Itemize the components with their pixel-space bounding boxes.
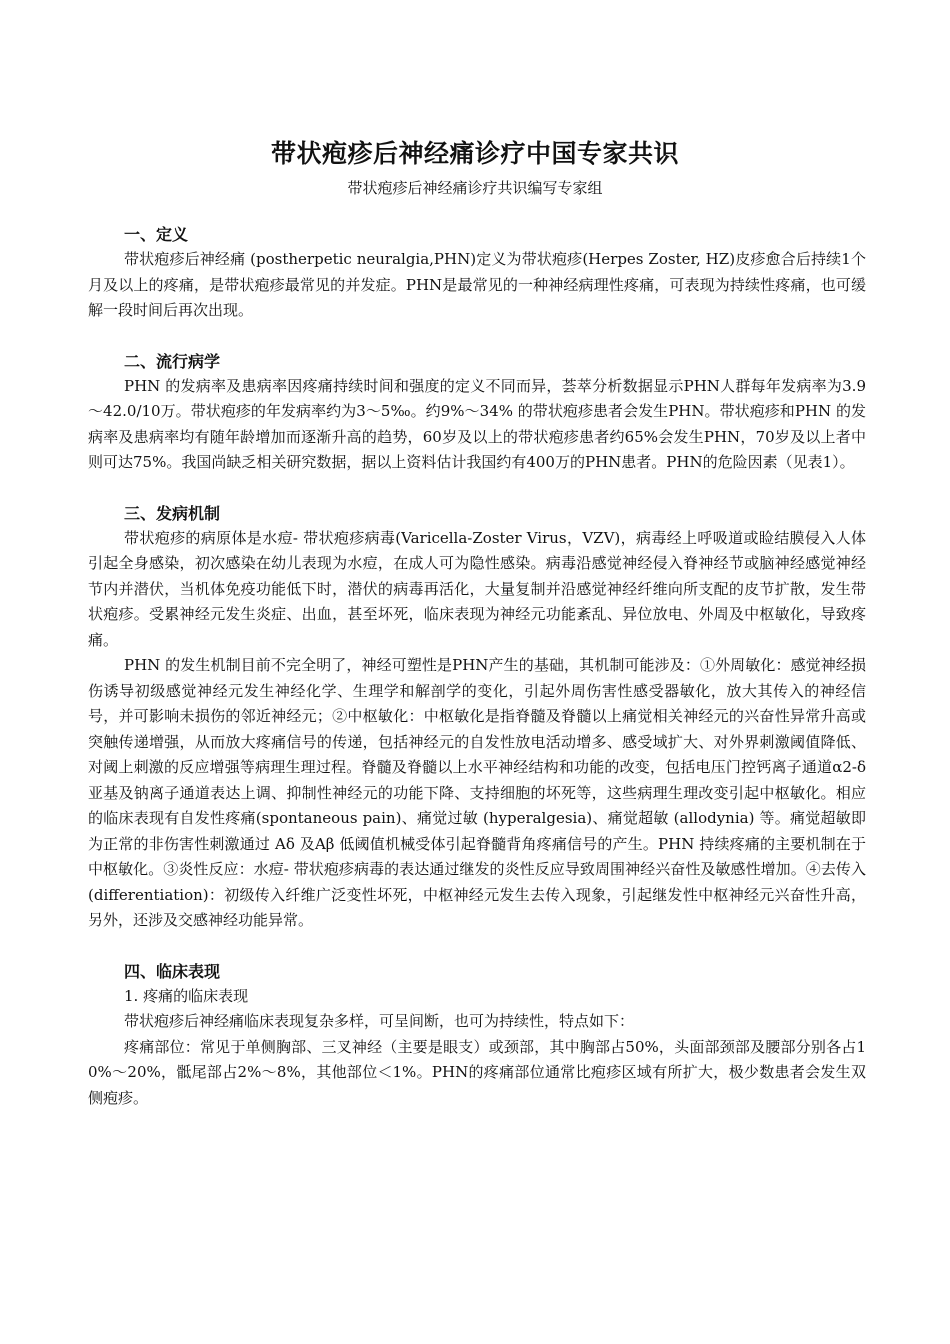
document-subtitle: 带状疱疹后神经痛诊疗共识编写专家组: [347, 179, 603, 197]
subsection-heading: 1. 疼痛的临床表现: [124, 986, 249, 1005]
paragraph: PHN 的发病率及患病率因疼痛持续时间和强度的定义不同而异，荟萃分析数据显示PHN人群每年发病率为3.9～42.0/10万。带状疱疹的年发病率约为3～5‰。约9%～34% 的带状疱疹患者会发生PHN。带状疱疹和PHN 的发病率及患病率均有随年龄增加而逐渐升高的趋势，60岁及以上的带状疱疹患者约65%会发生PHN，70岁及以上者中则可达75%。我国尚缺乏相关研究数据，据以上资料估计我国约有400万的PHN患者。PHN的危险因素（见表1）。: [88, 376, 866, 471]
section-pathogenesis: [88, 501, 866, 934]
section-heading: 一、定义: [124, 225, 189, 244]
document-title: 带状疱疹后神经痛诊疗中国专家共识: [270, 139, 679, 168]
section-heading: 二、流行病学: [124, 351, 221, 371]
section-definition: [88, 222, 866, 324]
paragraph: 带状疱疹后神经痛临床表现复杂多样，可呈间断，也可为持续性，特点如下：: [124, 1012, 635, 1030]
paragraph: 疼痛部位：常见于单侧胸部、三叉神经（主要是眼支）或颈部，其中胸部占50%，头面部颈部及腰部分别各占10%～20%，骶尾部占2%～8%，其他部位＜1%。PHN的疼痛部位通常比疱疹区域有所扩大，极少数患者会发生双侧疱疹。: [88, 1037, 866, 1107]
paragraph: 带状疱疹后神经痛 (postherpetic neuralgia,PHN)定义为带状疱疹(Herpes Zoster, HZ)皮疹愈合后持续1个月及以上的疼痛，是带状疱疹最常见的并发症。PHN是最常见的一种神经病理性疼痛，可表现为持续性疼痛，也可缓解一段时间后再次出现。: [88, 250, 866, 319]
section-epidemiology: [88, 349, 866, 476]
paragraph: 带状疱疹的病原体是水痘- 带状疱疹病毒(Varicella-Zoster Virus，VZV)，病毒经上呼吸道或睑结膜侵入人体引起全身感染，初次感染在幼儿表现为水痘，在成人可为隐性感染。病毒沿感觉神经侵入脊神经节或脑神经感觉神经节内并潜伏，当机体免疫功能低下时，潜伏的病毒再活化，大量复制并沿感觉神经纤维向所支配的皮节扩散，发生带状疱疹。受累神经元发生炎症、出血，甚至坏死，临床表现为神经元功能紊乱、异位放电、外周及中枢敏化，导致疼痛。: [88, 528, 866, 649]
section-heading: 四、临床表现: [124, 961, 221, 981]
section-heading: 三、发病机制: [124, 503, 221, 523]
paragraph: PHN 的发生机制目前不完全明了，神经可塑性是PHN产生的基础，其机制可能涉及：①外周敏化：感觉神经损伤诱导初级感觉神经元发生神经化学、生理学和解剖学的变化，引起外周伤害性感受器敏化，放大其传入的神经信号，并可影响未损伤的邻近神经元；②中枢敏化：中枢敏化是指脊髓及脊髓以上痛觉相关神经元的兴奋性异常升高或突触传递增强，从而放大疼痛信号的传递，包括神经元的自发性放电活动增多、感受域扩大、对外界刺激阈值降低、对阈上刺激的反应增强等病理生理过程。脊髓及脊髓以上水平神经结构和功能的改变，包括电压门控钙离子通道α2-δ亚基及钠离子通道表达上调、抑制性神经元的功能下降、支持细胞的坏死等，这些病理生理改变引起中枢敏化。相应的临床表现有自发性疼痛(spontaneous pain)、痛觉过敏 (hyperalgesia)、痛觉超敏 (allodynia) 等。痛觉超敏即为正常的非伤害性刺激通过 Aδ 及Aβ 低阈值机械受体引起脊髓背角疼痛信号的产生。PHN 持续疼痛的主要机制在于中枢敏化。③炎性反应：水痘- 带状疱疹病毒的表达通过继发的炎性反应导致周围神经兴奋性及敏感性增加。④去传入(differentiation)：初级传入纤维广泛变性坏死，中枢神经元发生去传入现象，引起继发性中枢神经元兴奋性升高，另外，还涉及交感神经功能异常。: [88, 656, 866, 929]
section-clinical: [88, 959, 866, 1112]
document-body: [88, 222, 866, 1111]
